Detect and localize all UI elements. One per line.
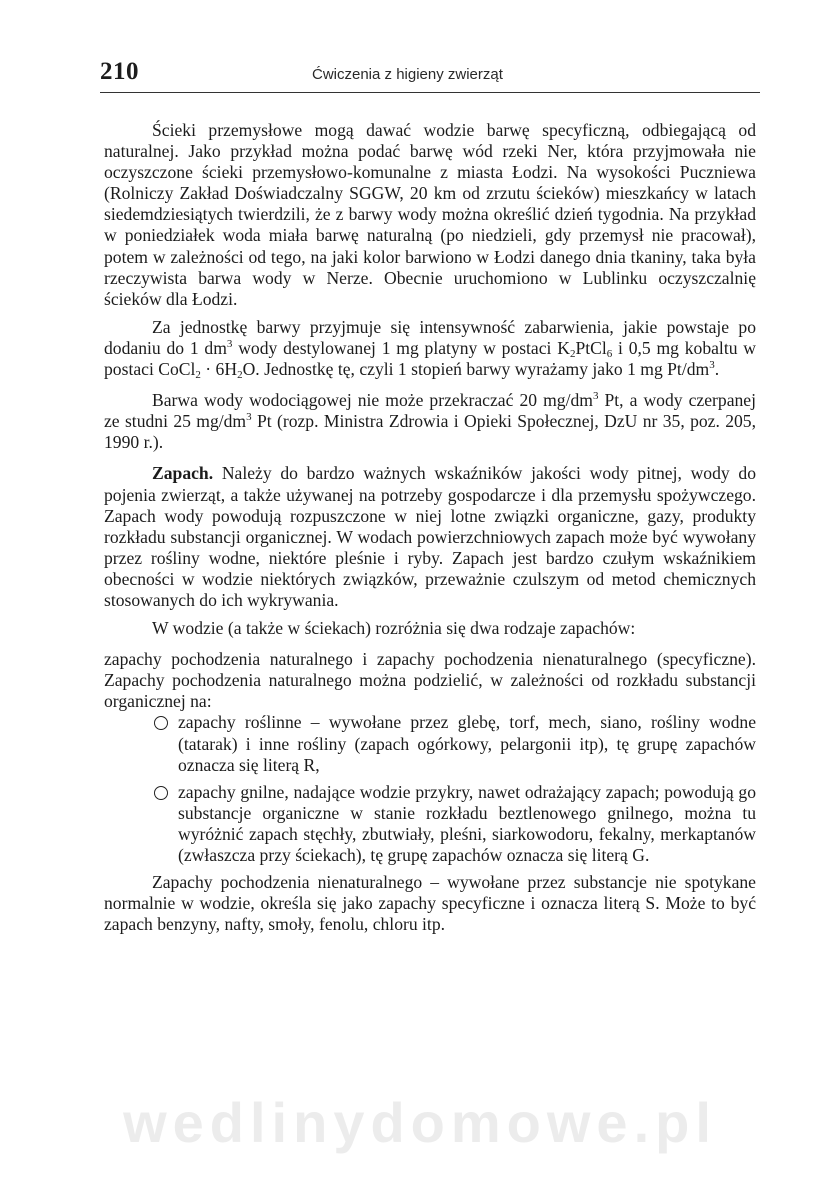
running-head: Ćwiczenia z higieny zwierząt <box>312 66 503 83</box>
paragraph-color-limits: Barwa wody wodociągowej nie może przekraczać 20 $mg/dm^3$ Pt, a wody czerpanej ze studni 25 $mg/dm^3$ Pt (rozp. Ministra Zdrowia i Opieki Społecznej, DzU nr 35, poz. 205, 1990 r.). <box>104 390 756 453</box>
watermark: wedlinydomowe.pl <box>123 1091 717 1154</box>
circle-bullet-icon <box>154 716 168 730</box>
paragraph-specific-odors: Zapachy pochodzenia nienaturalnego – wywołane przez substancje nie spotykane normalnie w wodzie, określa się jako zapachy specyficzne i oznacza literą S. Może to być zapach benzyny, nafty, smoły, fenolu, chloru itp. <box>104 872 756 935</box>
list-item: zapachy gnilne, nadające wodzie przykry, nawet odrażający zapach; powodują go substancje organiczne w stanie rozkładu beztlenowego gnilnego, można tu wyróżnić zapach stęchły, zbutwiały, pleśni, siarkowodoru, fekalny, merkaptanów (zwłaszcza przy ściekach), tę grupę zapachów oznacza się literą G. <box>104 782 756 866</box>
page-number: 210 <box>100 58 139 85</box>
paragraph-color-unit: Za jednostkę barwy przyjmuje się intensywność zabarwienia, jakie powstaje po dodaniu do 1 $dm^3$ wody destylowanej 1 mg platyny w postaci $K_2PtCl_6$ i 0,5 mg kobaltu w postaci CoCl$_2$ · $6H_2O$. Jednostkę tę, czyli 1 stopień barwy wyrażamy jako 1 mg $Pt/dm^3$. <box>104 316 757 382</box>
circle-bullet-icon <box>154 786 168 800</box>
paragraph-odor-types: zapachy pochodzenia naturalnego i zapachy pochodzenia nienaturalnego (specyficzne). Zapachy pochodzenia naturalnego można podzielić, w zależności od rozkładu substancji organicznej na: <box>104 649 756 712</box>
paragraph-odor: Zapach. Należy do bardzo ważnych wskaźników jakości wody pitnej, wody do pojenia zwierząt, a także używanej na potrzeby gospodarcze i dla przemysłu spożywczego. Zapach wody powodują rozpuszczone w niej lotne związki organiczne, gazy, produkty rozkładu substancji organicznej. W wodach powierzchniowych zapach może być wywołany przez rośliny wodne, niektóre pleśnie i ryby. Zapach jest bardzo czułym wskaźnikiem obecności w wodzie niektórych związków, przeważnie czulszym od metod chemicznych stosowanych do ich wykrywania. <box>104 463 756 610</box>
page-header <box>100 56 760 93</box>
term-odor: Zapach. <box>152 463 214 484</box>
page-body <box>104 120 756 942</box>
odor-list <box>104 712 756 866</box>
paragraph-industrial-sewage: Ścieki przemysłowe mogą dawać wodzie barwę specyficzną, odbiegającą od naturalnej. Jako przykład można podać barwę wód rzeki Ner, która przyjmowała nie oczyszczone ścieki przemysłowo-komunalne z miasta Łodzi. Na wysokości Puczniewa (Rolniczy Zakład Doświadczalny SGGW, 20 km od zrzutu ścieków) mieszkańcy w latach siedemdziesiątych twierdzili, że z barwy wody można określić dzień tygodnia. Na przykład w poniedziałek woda miała barwę naturalną (po niedzieli, gdy przemysł nie pracował), potem w zależności od tego, na jaki kolor barwiono w Łodzi danego dnia tkaniny, taka była rzeczywista barwa wody w Nerze. Obecnie uruchomiono w Lublinku oczyszczalnię ścieków dla Łodzi. <box>104 120 756 309</box>
paragraph-odor-types-intro: W wodzie (a także w ściekach) rozróżnia się dwa rodzaje zapachów: <box>152 618 636 639</box>
list-item: zapachy roślinne – wywołane przez glebę, torf, mech, siano, rośliny wodne (tatarak) i inne rośliny (zapach ogórkowy, pelargonii itp), tę grupę zapachów oznacza się literą R, <box>104 712 756 775</box>
